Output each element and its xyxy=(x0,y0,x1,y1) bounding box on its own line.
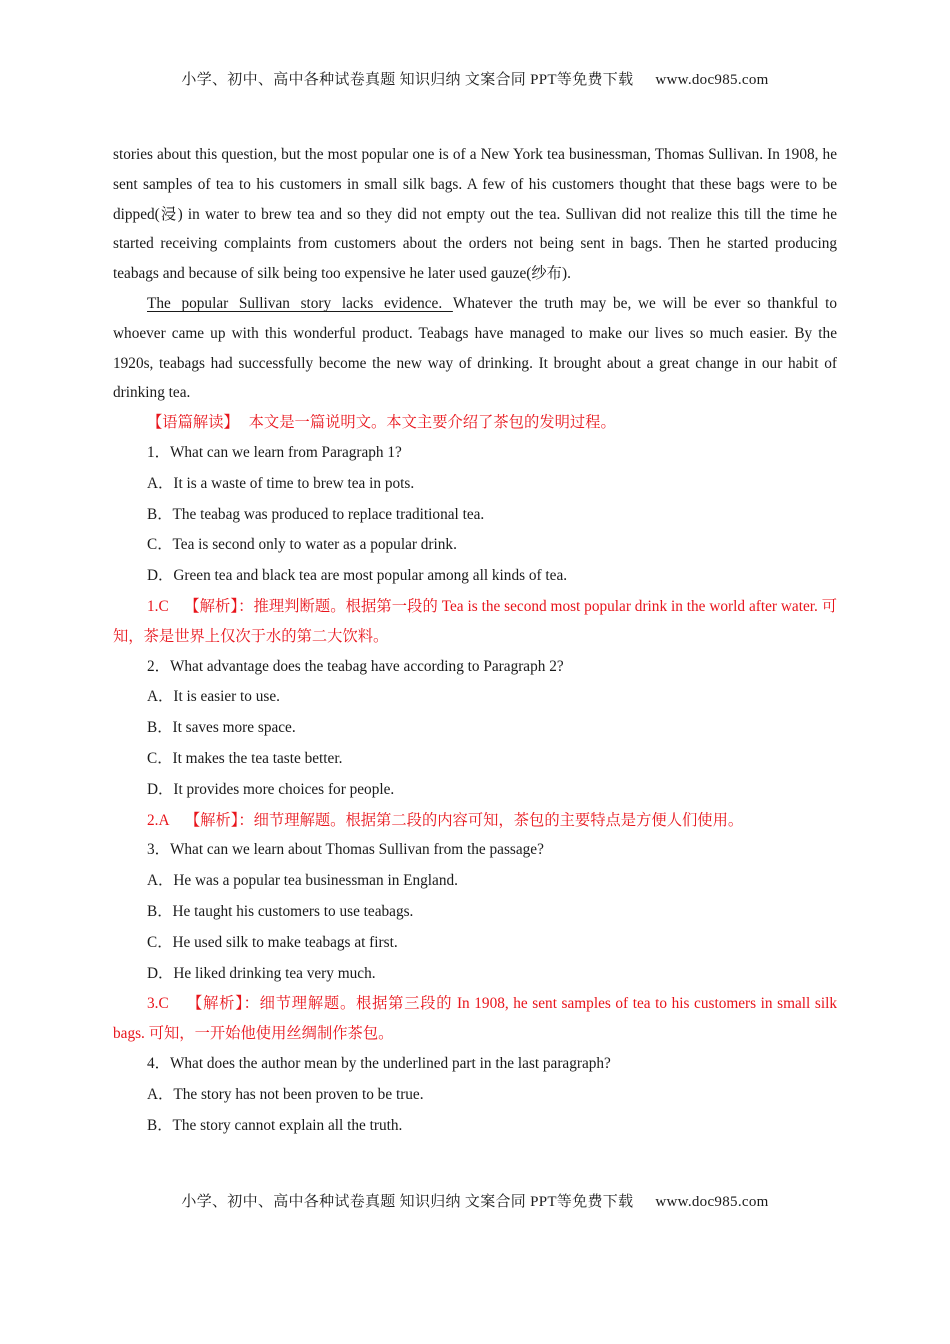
passage-paragraph-continued: stories about this question, but the most popular one is of a New York tea businessman, Thomas Sullivan. In 1908, he sent samples of tea to his customers in small silk bags. A few of his customers thought that these bags were to be dipped(浸) in water to brew tea and so they did not empty out the tea. Sullivan did not realize this till the time he started receiving complaints from customers about the orders not being sent in bags. Then he started producing teabags and because of silk being too expensive he later used gauze(纱布). xyxy=(113,146,837,283)
option-b: B．He taught his customers to use teabags. xyxy=(147,902,414,920)
option-b: B．It saves more space. xyxy=(147,719,296,737)
explanation-text: 细节理解题。根据第三段的 In 1908, he sent samples of tea to his customers in small silk bags. 可知，一开始他使用丝绸制作茶包。 xyxy=(113,995,837,1043)
page-footer xyxy=(0,1190,950,1211)
option-d: D．He liked drinking tea very much. xyxy=(147,964,376,982)
passage-paragraph-last xyxy=(113,289,837,408)
question-stem: 4．What does the author mean by the underlined part in the last paragraph? xyxy=(147,1054,611,1072)
footer-site-link[interactable]: www.doc985.com xyxy=(655,1194,769,1210)
explanation-text: 细节理解题。根据第二段的内容可知，茶包的主要特点是方便人们使用。 xyxy=(253,811,744,829)
explanation-label: 【解析】： xyxy=(184,811,254,829)
option-d: D．It provides more choices for people. xyxy=(147,780,395,798)
answer-key: 3.C xyxy=(147,995,169,1013)
option-a: A．It is a waste of time to brew tea in pots. xyxy=(147,474,415,492)
analysis-text: 本文是一篇说明文。本文主要介绍了茶包的发明过程。 xyxy=(248,414,616,432)
explanation-label: 【解析】： xyxy=(187,995,260,1013)
page-header xyxy=(0,68,950,89)
option-b: B．The teabag was produced to replace traditional tea. xyxy=(147,505,485,523)
option-a: A．He was a popular tea businessman in England. xyxy=(147,872,458,890)
option-b: B．The story cannot explain all the truth. xyxy=(147,1116,403,1134)
answer-key: 2.A xyxy=(147,811,170,829)
analysis-label: 【语篇解读】 xyxy=(147,414,239,432)
option-c: C．Tea is second only to water as a popular drink. xyxy=(147,536,457,554)
question-stem: 2．What advantage does the teabag have according to Paragraph 2? xyxy=(147,657,564,675)
option-a: A．It is easier to use. xyxy=(147,688,280,706)
option-d: D．Green tea and black tea are most popular among all kinds of tea. xyxy=(147,567,568,585)
footer-text: 小学、初中、高中各种试卷真题 知识归纳 文案合同 PPT等免费下载 xyxy=(181,1194,634,1210)
document-body xyxy=(113,140,837,1141)
discourse-analysis xyxy=(113,408,837,438)
option-c: C．He used silk to make teabags at first. xyxy=(147,933,398,951)
header-site-link[interactable]: www.doc985.com xyxy=(655,72,769,88)
answer-explanation xyxy=(113,989,837,1049)
question-stem: 3．What can we learn about Thomas Sullivan from the passage? xyxy=(147,841,544,859)
underlined-sentence: The popular Sullivan story lacks evidence. xyxy=(147,294,453,312)
passage-last-rest: Whatever the truth may be, we will be ever so thankful to whoever came up with this wonderful product. Teabags have managed to make our lives so much easier. By the 1920s, teabags had successfully become the new way of drinking. It brought about a great change in our habit of drinking tea. xyxy=(113,294,837,402)
option-a: A．The story has not been proven to be true. xyxy=(147,1085,424,1103)
answer-explanation xyxy=(113,806,837,836)
explanation-text: 推理判断题。根据第一段的 Tea is the second most popular drink in the world after water. 可知，茶是世界上仅次于水的第二大饮料。 xyxy=(113,597,837,645)
header-text: 小学、初中、高中各种试卷真题 知识归纳 文案合同 PPT等免费下载 xyxy=(181,72,634,88)
option-c: C．It makes the tea taste better. xyxy=(147,749,343,767)
explanation-label: 【解析】： xyxy=(184,597,254,615)
answer-explanation xyxy=(113,592,837,652)
answer-key: 1.C xyxy=(147,597,169,615)
question-stem: 1．What can we learn from Paragraph 1? xyxy=(147,443,402,461)
